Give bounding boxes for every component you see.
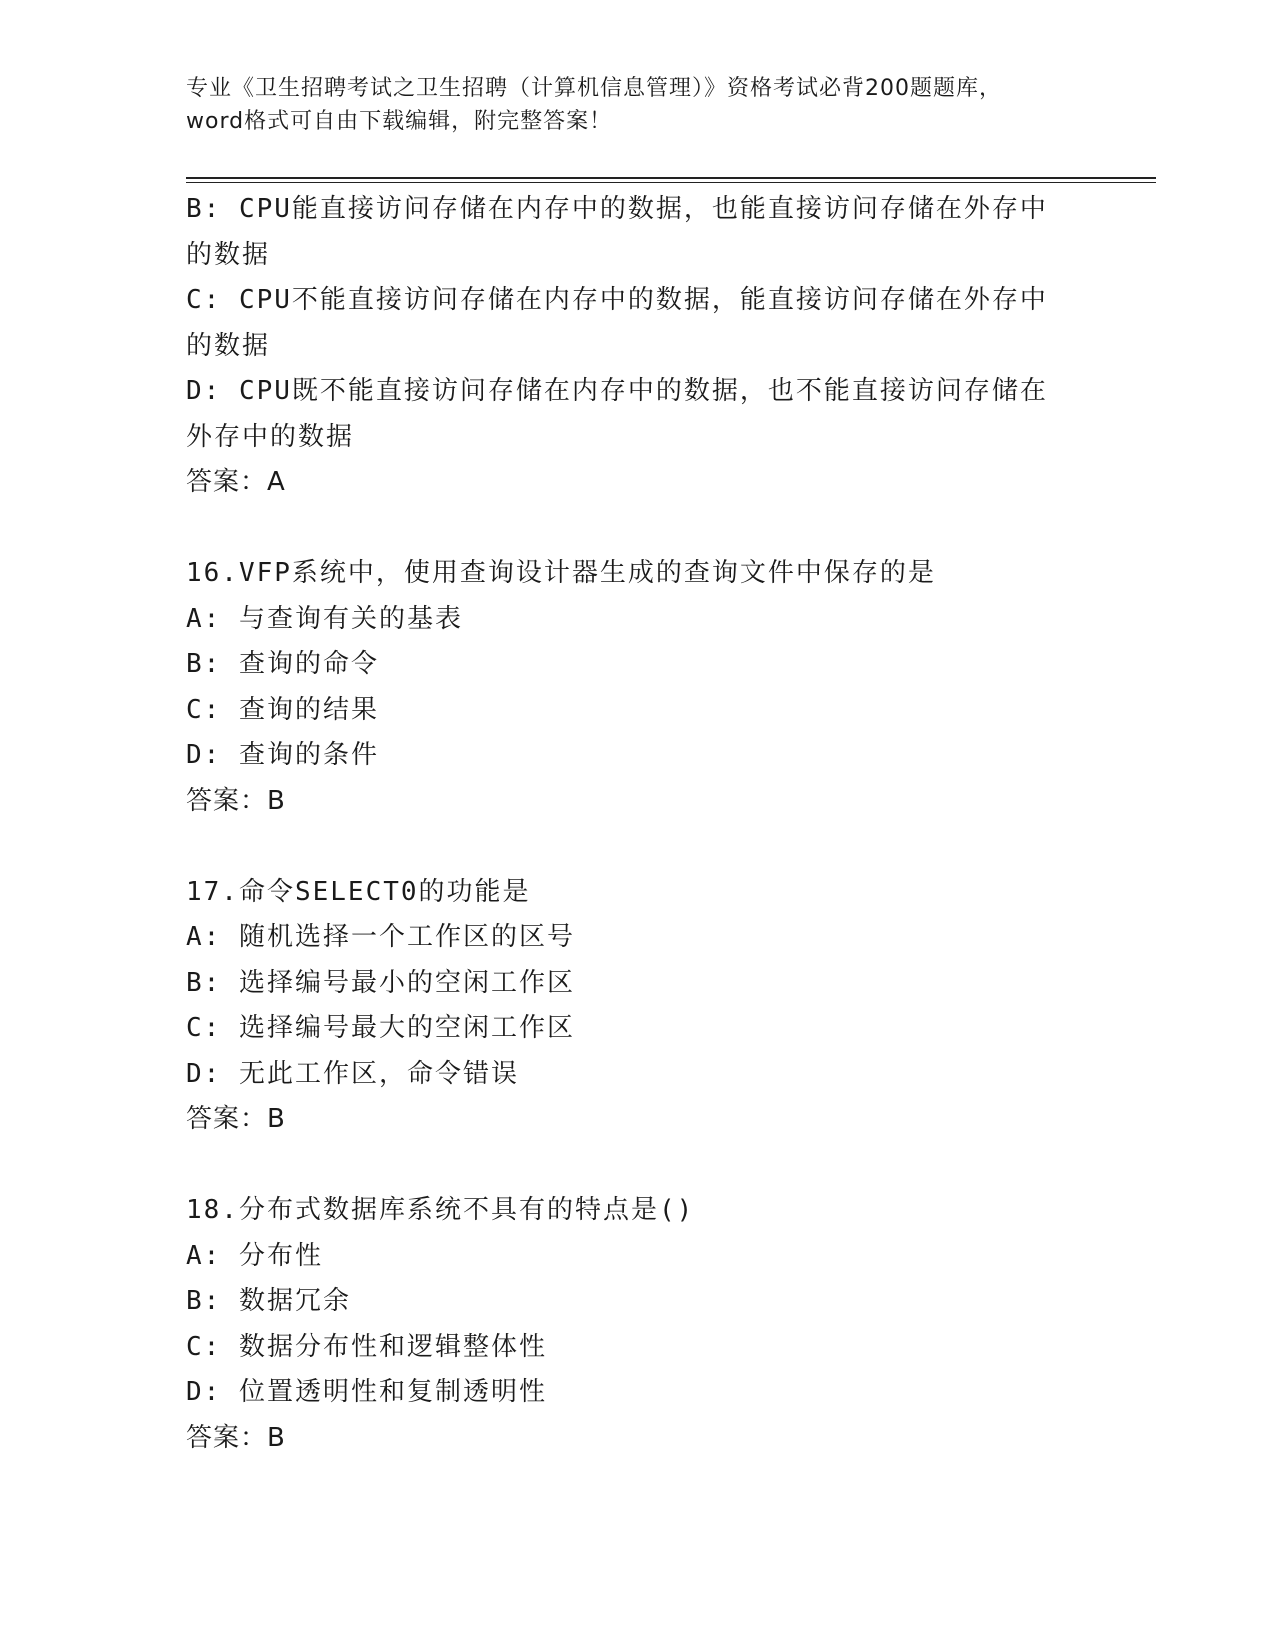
option-d: D: 查询的条件 (186, 740, 379, 770)
option-d-line-2: 外存中的数据 (186, 421, 355, 452)
question-list (186, 187, 1066, 1461)
option-a: A: 分布性 (186, 1240, 323, 1271)
option-a: A: 与查询有关的基表 (186, 603, 463, 634)
question-18 (186, 1188, 1066, 1461)
option-c: C: 查询的结果 (186, 694, 379, 725)
answer-line: 答案：B (186, 1104, 286, 1134)
option-c-line-1: C: CPU不能直接访问存储在内存中的数据，能直接访问存储在外存中 (186, 285, 1048, 315)
answer-line: 答案：B (186, 785, 286, 816)
header-title-line-2: word格式可自由下载编辑，附完整答案！ (186, 109, 613, 134)
question-stem: 18.分布式数据库系统不具有的特点是() (186, 1195, 695, 1225)
question-stem: 17.命令SELECT0的功能是 (186, 876, 531, 907)
question-gap (186, 1143, 1066, 1189)
option-d: D: 位置透明性和复制透明性 (186, 1377, 547, 1407)
question-gap (186, 506, 1066, 552)
document-header (186, 72, 1086, 138)
option-d-line-1: D: CPU既不能直接访问存储在内存中的数据，也不能直接访问存储在 (186, 376, 1048, 406)
option-b: B: 查询的命令 (186, 649, 379, 679)
question-stem: 16.VFP系统中，使用查询设计器生成的查询文件中保存的是 (186, 558, 936, 588)
question-16 (186, 551, 1066, 824)
option-b: B: 选择编号最小的空闲工作区 (186, 967, 575, 998)
option-c: C: 选择编号最大的空闲工作区 (186, 1013, 575, 1043)
answer-line: 答案：B (186, 1422, 286, 1453)
option-b-line-2: 的数据 (186, 239, 271, 270)
header-divider-thick (186, 177, 1156, 179)
option-c-line-2: 的数据 (186, 330, 271, 361)
option-b-line-1: B: CPU能直接访问存储在内存中的数据，也能直接访问存储在外存中 (186, 194, 1048, 224)
question-gap (186, 824, 1066, 870)
option-c: C: 数据分布性和逻辑整体性 (186, 1331, 547, 1362)
option-d: D: 无此工作区，命令错误 (186, 1058, 519, 1089)
header-divider-thin (186, 182, 1156, 183)
option-a: A: 随机选择一个工作区的区号 (186, 922, 575, 952)
question-15-continuation (186, 187, 1066, 506)
option-b: B: 数据冗余 (186, 1286, 351, 1316)
answer-line: 答案：A (186, 467, 286, 497)
header-title-line-1: 专业《卫生招聘考试之卫生招聘（计算机信息管理）》资格考试必背200题题库， (186, 76, 1002, 101)
question-17 (186, 870, 1066, 1143)
